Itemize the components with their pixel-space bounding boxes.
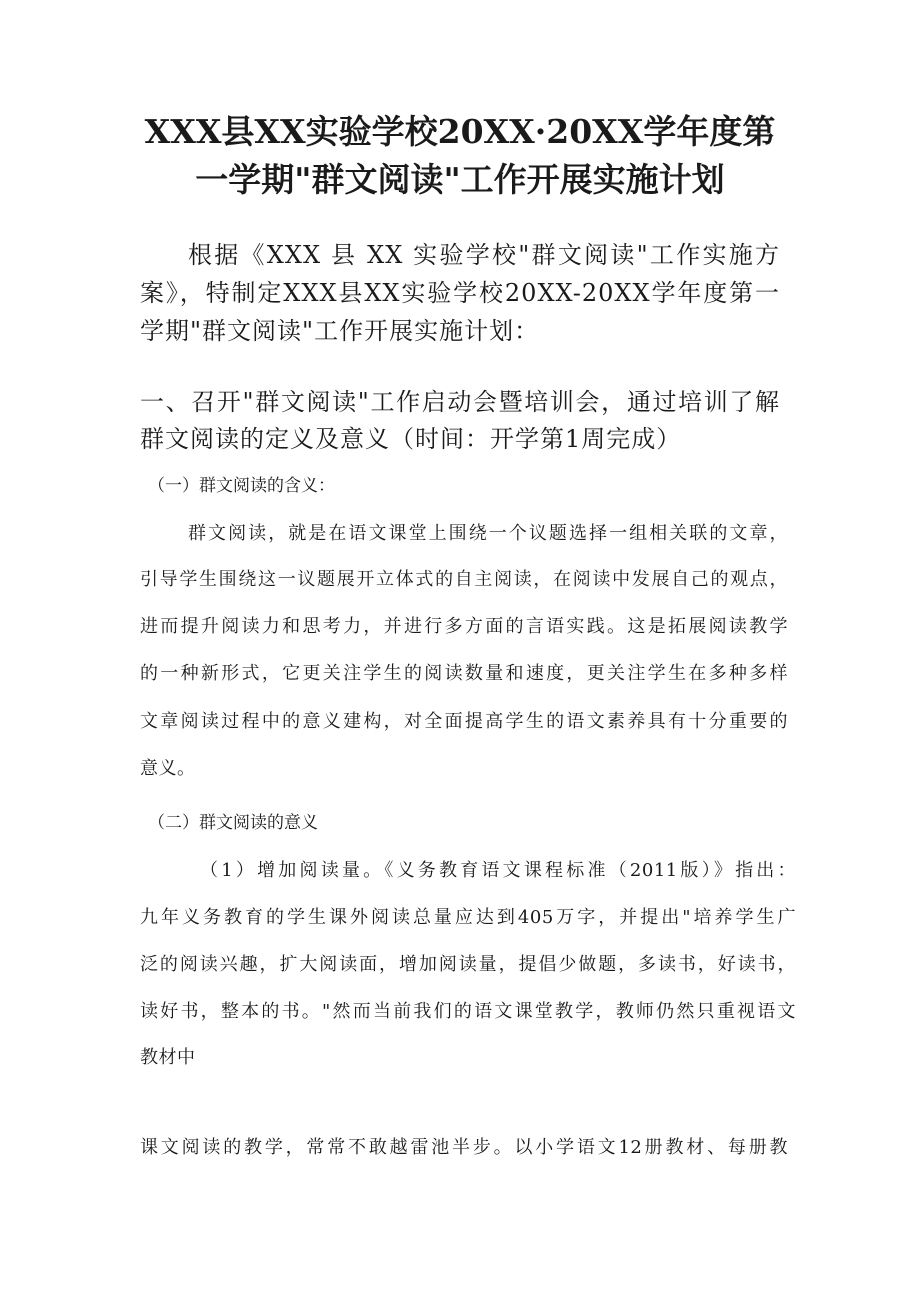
section-heading-line: 一、召开"群文阅读"工作启动会暨培训会，通过培训了解: [140, 388, 780, 416]
paragraph-line: 群文阅读，就是在语文课堂上围绕一个议题选择一组相关联的文章，: [188, 523, 788, 544]
paragraph-line: 文章阅读过程中的意义建构，对全面提高学生的语文素养具有十分重要的: [140, 711, 788, 732]
intro-paragraph-line: 学期"群文阅读"工作开展实施计划：: [140, 317, 540, 345]
paragraph-line: 课文阅读的教学，常常不敢越雷池半步。以小学语文12册教材、每册教: [140, 1137, 788, 1158]
document-title-line-2: 一学期"群文阅读"工作开展实施计划: [195, 160, 725, 199]
paragraph-line: 教材中: [140, 1047, 196, 1068]
paragraph-line: 意义。: [140, 758, 196, 779]
paragraph-line: （1）增加阅读量。《义务教育语文课程标准（2011版）》指出：: [200, 860, 796, 881]
subsection-heading: （二）群文阅读的意义: [148, 813, 318, 833]
paragraph-line: 引导学生围绕这一议题展开立体式的自主阅读，在阅读中发展自己的观点，: [140, 569, 788, 590]
document-title-line-1: XXX县XX实验学校20XX·20XX学年度第: [144, 112, 776, 151]
intro-paragraph-line: 根据《XXX 县 XX 实验学校"群文阅读"工作实施方: [188, 241, 780, 269]
subsection-heading: （一）群文阅读的含义：: [148, 476, 335, 496]
paragraph-line: 的一种新形式，它更关注学生的阅读数量和速度，更关注学生在多种多样: [140, 663, 788, 684]
paragraph-line: 读好书，整本的书。"然而当前我们的语文课堂教学，教师仍然只重视语文: [140, 1001, 796, 1022]
intro-paragraph-line: 案》，特制定XXX县XX实验学校20XX-20XX学年度第一: [140, 279, 780, 307]
paragraph-line: 九年义务教育的学生课外阅读总量应达到405万字，并提出"培养学生广: [140, 907, 796, 928]
section-heading-line: 群文阅读的定义及意义（时间：开学第1周完成）: [140, 425, 682, 453]
paragraph-line: 泛的阅读兴趣，扩大阅读面，增加阅读量，提倡少做题，多读书，好读书，: [140, 954, 796, 975]
paragraph-line: 进而提升阅读力和思考力，并进行多方面的言语实践。这是拓展阅读教学: [140, 616, 788, 637]
